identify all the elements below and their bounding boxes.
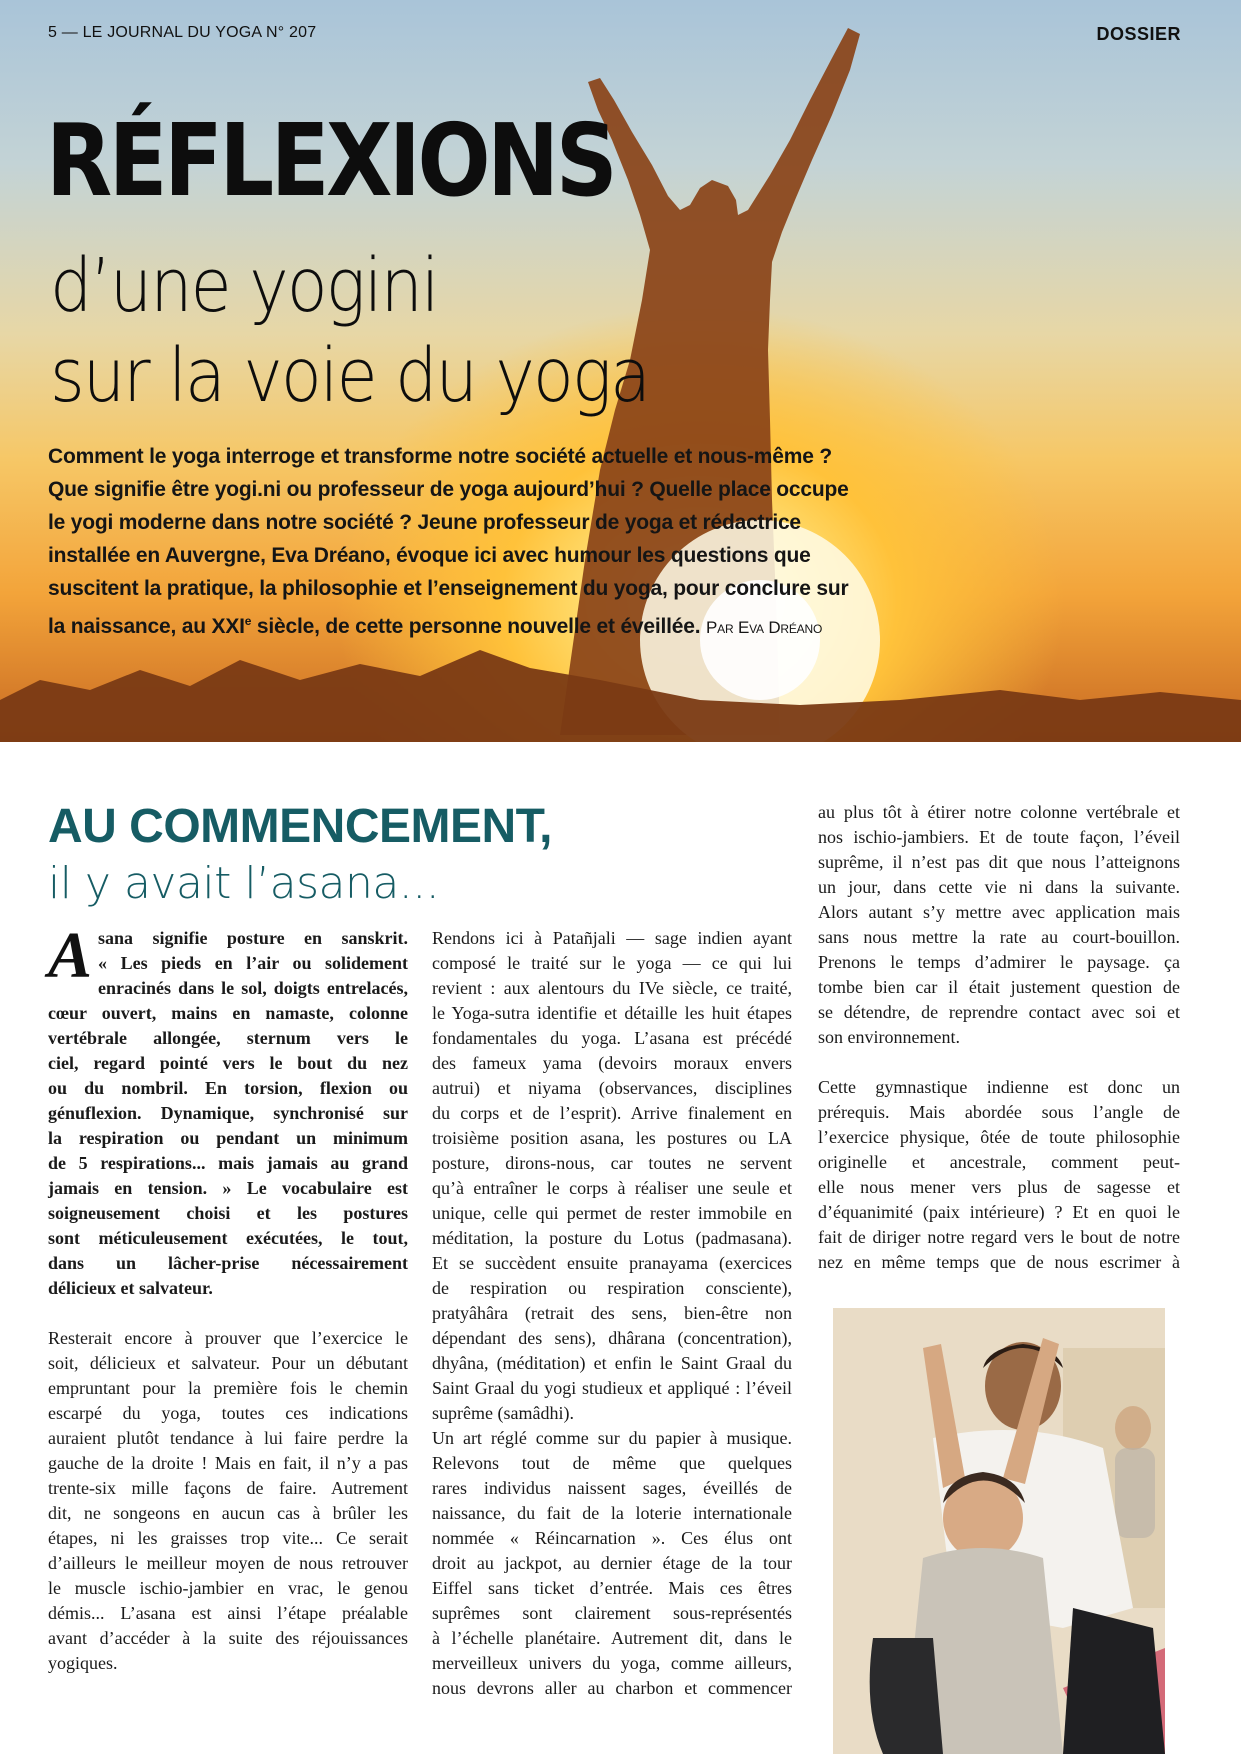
- text-line: nommée « Réincarnation ». Ces élus ont: [432, 1528, 792, 1548]
- text-line: Relevons tout de même que quelques: [432, 1453, 792, 1473]
- text-line: Prenons le temps d’admirer le paysage. ça: [818, 952, 1180, 972]
- column-2: [432, 926, 792, 1701]
- text-line: délicieux et salvateur.: [48, 1278, 213, 1298]
- column-1: [48, 919, 408, 1676]
- text-line: unique, celle qui permet de rester immobile en: [432, 1203, 792, 1223]
- text-line: revient : aux alentours du IVe siècle, ce traité,: [432, 978, 792, 998]
- section-rubric: DOSSIER: [1096, 24, 1181, 44]
- text-line: fait de diriger notre regard vers le bout de notre: [818, 1227, 1180, 1247]
- text-line: pratyâhâra (retrait des sens, bien-être non: [432, 1303, 792, 1323]
- text-line: nez en même temps que de nous escrimer à: [818, 1252, 1180, 1272]
- text-line: sans nous mettre la rate au court-bouillon.: [818, 927, 1180, 947]
- text-line: suprêmes sont clairement sous-représentés: [432, 1603, 792, 1623]
- text-line: Resterait encore à prouver que l’exercice le: [48, 1328, 408, 1348]
- text-line: à l’échelle planétaire. Autrement dit, dans le: [432, 1628, 792, 1648]
- chapo-text: la naissance, au XXI: [48, 615, 245, 638]
- text-line: troisième position asana, les postures ou LA: [432, 1128, 792, 1148]
- text-line: cœur ouvert, mains en namaste, colonne: [48, 1003, 408, 1023]
- text-line: tombe bien car il était justement question de: [818, 977, 1180, 997]
- text-line: des fameux yama (devoirs moraux envers: [432, 1053, 792, 1073]
- text-line: étapes, ni les graisses trop vite... Ce serait: [48, 1528, 408, 1548]
- article-chapo: [48, 440, 849, 644]
- text-line: soit, délicieux et salvateur. Pour un débutant: [48, 1353, 408, 1373]
- text-line: méditation, la posture du Lotus (padmasana).: [432, 1228, 792, 1248]
- chapo-line: installée en Auvergne, Eva Dréano, évoque ici avec humour les questions que: [48, 544, 811, 567]
- article-subtitle-line2: sur la voie du yoga: [50, 333, 650, 419]
- yoga-class-illustration: [833, 1308, 1165, 1754]
- text-line: autrui) et niyama (observances, disciplines: [432, 1078, 792, 1098]
- text-line: soigneusement choisi et les postures: [48, 1203, 408, 1223]
- text-line: Un art réglé comme sur du papier à musique.: [432, 1428, 792, 1448]
- text-line: vertébrale allongée, sternum vers le: [48, 1028, 408, 1048]
- text-line: génuflexion. Dynamique, synchronisé sur: [48, 1103, 408, 1123]
- text-line: composé le traité sur le yoga — ce qui lui: [432, 953, 792, 973]
- text-line: de 5 respirations... mais jamais au grand: [48, 1153, 408, 1173]
- hero-image: [0, 0, 1241, 742]
- text-line: sana signifie posture en sanskrit.: [98, 928, 408, 948]
- text-line: yogiques.: [48, 1653, 118, 1673]
- text-line: gauche de la droite ! Mais en fait, il n’y a pas: [48, 1453, 408, 1473]
- text-line: rares individus naissent sages, éveillés de: [432, 1478, 792, 1498]
- text-line: Alors autant s’y mettre avec application mais: [818, 902, 1180, 922]
- text-line: droit au jackpot, au dernier étage de la tour: [432, 1553, 792, 1573]
- text-line: suprême, il n’est pas dit que nous l’atteignons: [818, 852, 1180, 872]
- text-line: suprême (samâdhi).: [432, 1403, 574, 1423]
- text-line: l’exercice physique, ôtée de toute philosophie: [818, 1127, 1180, 1147]
- text-line: jamais en tension. » Le vocabulaire est: [48, 1178, 408, 1198]
- text-line: ou du nombril. En torsion, flexion ou: [48, 1078, 408, 1098]
- text-line: se détendre, de reprendre contact avec soi et: [818, 1002, 1180, 1022]
- text-line: au plus tôt à étirer notre colonne vertébrale et: [818, 802, 1180, 822]
- text-line: fondamentales du yoga. L’asana est précédé: [432, 1028, 792, 1048]
- text-line: merveilleux univers du yoga, comme ailleurs,: [432, 1653, 792, 1673]
- text-line: d’ailleurs le meilleur moyen de nous retrouver: [48, 1553, 408, 1573]
- text-line: escarpé du yoga, toutes ces indications: [48, 1403, 408, 1423]
- chapo-superscript: e: [244, 614, 252, 628]
- text-line: Eiffel sans ticket d’entrée. Mais ces êtres: [432, 1578, 792, 1598]
- article-subtitle-line1: d’une yogini: [50, 243, 438, 329]
- text-line: Cette gymnastique indienne est donc un: [818, 1077, 1180, 1097]
- text-line: posture, dirons-nous, car toutes ne servent: [432, 1153, 792, 1173]
- text-line: la respiration ou pendant un minimum: [48, 1128, 408, 1148]
- chapo-last-line: [48, 605, 838, 644]
- text-line: trente-six mille façons de faire. Autrement: [48, 1478, 408, 1498]
- text-line: originelle et ancestrale, comment peut-: [818, 1152, 1180, 1172]
- text-line: « Les pieds en l’air ou solidement: [98, 953, 408, 973]
- text-line: qu’à entraîner le corps à réaliser une seule et: [432, 1178, 792, 1198]
- text-line: Saint Graal du yogi studieux et appliqué : l’éveil: [432, 1378, 792, 1398]
- drop-cap: A: [48, 919, 93, 992]
- text-line: démis... L’asana est ainsi l’étape préalable: [48, 1603, 408, 1623]
- page-folio: 5 — LE JOURNAL DU YOGA N° 207: [48, 24, 317, 41]
- section-subheading: il y avait l’asana...: [48, 858, 440, 909]
- section-heading: AU COMMENCEMENT,: [48, 800, 552, 853]
- lead-paragraph: [48, 919, 408, 1301]
- text-line: Rendons ici à Patañjali — sage indien ayant: [432, 928, 792, 948]
- text-line: dans un lâcher-prise nécessairement: [48, 1253, 408, 1273]
- yoga-class-photo: [833, 1308, 1165, 1754]
- text-line: un jour, dans cette vie ni dans la suivante.: [818, 877, 1180, 897]
- text-line: empruntant pour la première fois le chemin: [48, 1378, 408, 1398]
- chapo-line: suscitent la pratique, la philosophie et l’enseignement du yoga, pour conclure sur: [48, 577, 849, 600]
- text-line: elle nous mener vers plus de sagesse et: [818, 1177, 1180, 1197]
- body-paragraph: [48, 1326, 408, 1676]
- text-line: d’équanimité (paix intérieure) ? Et en quoi le: [818, 1202, 1180, 1222]
- text-line: dit, ne songeons en aucun cas à brûler les: [48, 1503, 408, 1523]
- text-line: le Yoga-sutra identifie et détaille les huit étapes: [432, 1003, 792, 1023]
- text-line: le muscle ischio-jambier en vrac, le genou: [48, 1578, 408, 1598]
- chapo-text: siècle, de cette personne nouvelle et éveillée.: [251, 615, 707, 638]
- text-line: auraient plutôt tendance à lui faire perdre la: [48, 1428, 408, 1448]
- text-line: son environnement.: [818, 1027, 960, 1047]
- text-line: dépendant des sens), dhârana (concentration),: [432, 1328, 792, 1348]
- text-line: du corps et de l’esprit). Arrive finalement en: [432, 1103, 792, 1123]
- text-line: Et se succèdent ensuite pranayama (exercices: [432, 1253, 792, 1273]
- text-line: avant d’accéder à la suite des réjouissances: [48, 1628, 408, 1648]
- text-line: nos ischio-jambiers. Et de toute façon, l’éveil: [818, 827, 1180, 847]
- chapo-line: Comment le yoga interroge et transforme notre société actuelle et nous-même ?: [48, 445, 832, 468]
- text-line: dhyâna, (méditation) et enfin le Saint Graal du: [432, 1353, 792, 1373]
- article-title: RÉFLEXIONS: [46, 102, 615, 219]
- text-line: enracinés dans le sol, doigts entrelacés,: [98, 978, 408, 998]
- chapo-line: le yogi moderne dans notre société ? Jeune professeur de yoga et rédactrice: [48, 511, 801, 534]
- text-line: sont méticuleusement exécutées, le tout,: [48, 1228, 408, 1248]
- text-line: nous devrons aller au charbon et commencer: [432, 1678, 792, 1698]
- text-line: ciel, regard pointé vers le bout du nez: [48, 1053, 408, 1073]
- chapo-line: Que signifie être yogi.ni ou professeur de yoga aujourd’hui ? Quelle place occupe: [48, 478, 849, 501]
- text-line: prérequis. Mais abordée sous l’angle de: [818, 1102, 1180, 1122]
- author-byline: Par Eva Dréano: [706, 618, 823, 637]
- text-line: naissance, du fait de la loterie internationale: [432, 1503, 792, 1523]
- column-3: [818, 800, 1180, 1275]
- text-line: de respiration ou respiration consciente),: [432, 1278, 792, 1298]
